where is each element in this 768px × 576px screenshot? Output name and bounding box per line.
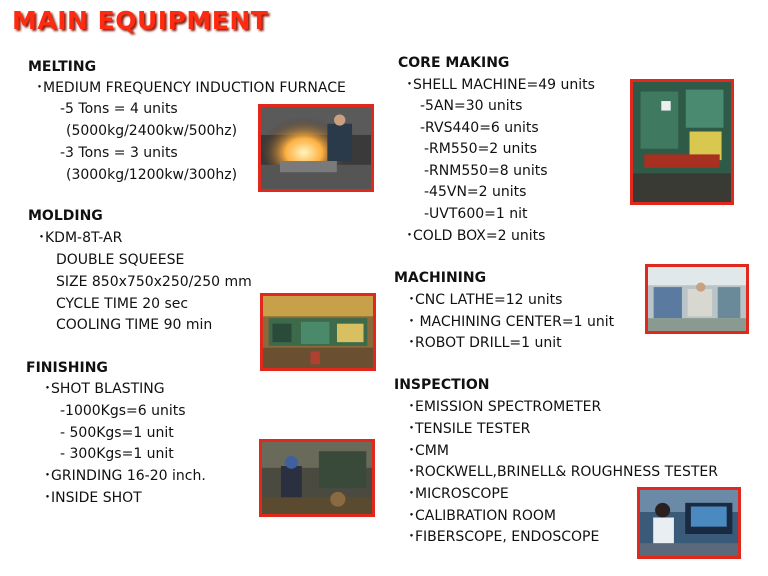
inspection-line: ･MICROSCOPE bbox=[408, 486, 509, 502]
inspection-line: ･TENSILE TESTER bbox=[408, 421, 531, 437]
melting-line: -5 Tons = 4 units bbox=[60, 101, 178, 117]
molding-line: ･KDM-8T-AR bbox=[38, 230, 123, 246]
core-making-line: -45VN=2 units bbox=[424, 184, 527, 200]
furnace-photo bbox=[258, 104, 374, 192]
core-making-line: -RNM550=8 units bbox=[424, 163, 548, 179]
melting-line: ･MEDIUM FREQUENCY INDUCTION FURNACE bbox=[36, 80, 346, 96]
inspection-heading: INSPECTION bbox=[394, 377, 490, 393]
finishing-line: ･GRINDING 16-20 inch. bbox=[44, 468, 206, 484]
inspection-line: ･CALIBRATION ROOM bbox=[408, 508, 557, 524]
melting-heading: MELTING bbox=[28, 59, 97, 75]
molding-line: CYCLE TIME 20 sec bbox=[56, 296, 189, 312]
molding-line: SIZE 850x750x250/250 mm bbox=[56, 274, 252, 290]
finishing-line: -1000Kgs=6 units bbox=[60, 403, 186, 419]
melting-line: (5000kg/2400kw/500hz) bbox=[66, 123, 238, 139]
inspection-line: ･FIBERSCOPE, ENDOSCOPE bbox=[408, 529, 600, 545]
molding-heading: MOLDING bbox=[28, 208, 103, 224]
finishing-line: ･SHOT BLASTING bbox=[44, 381, 165, 397]
finishing-line: ･INSIDE SHOT bbox=[44, 490, 142, 506]
finishing-photo bbox=[259, 439, 375, 517]
inspection-line: ･EMISSION SPECTROMETER bbox=[408, 399, 602, 415]
molding-line: COOLING TIME 90 min bbox=[56, 317, 213, 333]
inspection-line: ･ROCKWELL,BRINELL& ROUGHNESS TESTER bbox=[408, 464, 719, 480]
machining-photo bbox=[645, 264, 749, 334]
core-making-line: -RVS440=6 units bbox=[420, 120, 539, 136]
machining-line: ･CNC LATHE=12 units bbox=[408, 292, 563, 308]
finishing-line: - 500Kgs=1 unit bbox=[60, 425, 174, 441]
finishing-line: - 300Kgs=1 unit bbox=[60, 446, 174, 462]
melting-line: -3 Tons = 3 units bbox=[60, 145, 178, 161]
machining-line: ･ MACHINING CENTER=1 unit bbox=[408, 314, 615, 330]
core-making-line: -UVT600=1 nit bbox=[424, 206, 528, 222]
core-making-line: ･SHELL MACHINE=49 units bbox=[406, 77, 595, 93]
core-making-line: ･COLD BOX=2 units bbox=[406, 228, 546, 244]
machining-line: ･ROBOT DRILL=1 unit bbox=[408, 335, 562, 351]
molding-line: DOUBLE SQUEESE bbox=[56, 252, 185, 268]
core-making-line: -RM550=2 units bbox=[424, 141, 538, 157]
molding-photo bbox=[260, 293, 376, 371]
page-title: MAIN EQUIPMENT bbox=[12, 6, 269, 35]
core-making-heading: CORE MAKING bbox=[398, 55, 510, 71]
inspection-line: ･CMM bbox=[408, 443, 449, 459]
melting-line: (3000kg/1200kw/300hz) bbox=[66, 167, 238, 183]
inspection-photo bbox=[637, 487, 741, 559]
shell-machine-photo bbox=[630, 79, 734, 205]
core-making-line: -5AN=30 units bbox=[420, 98, 523, 114]
machining-heading: MACHINING bbox=[394, 270, 487, 286]
finishing-heading: FINISHING bbox=[26, 360, 108, 376]
